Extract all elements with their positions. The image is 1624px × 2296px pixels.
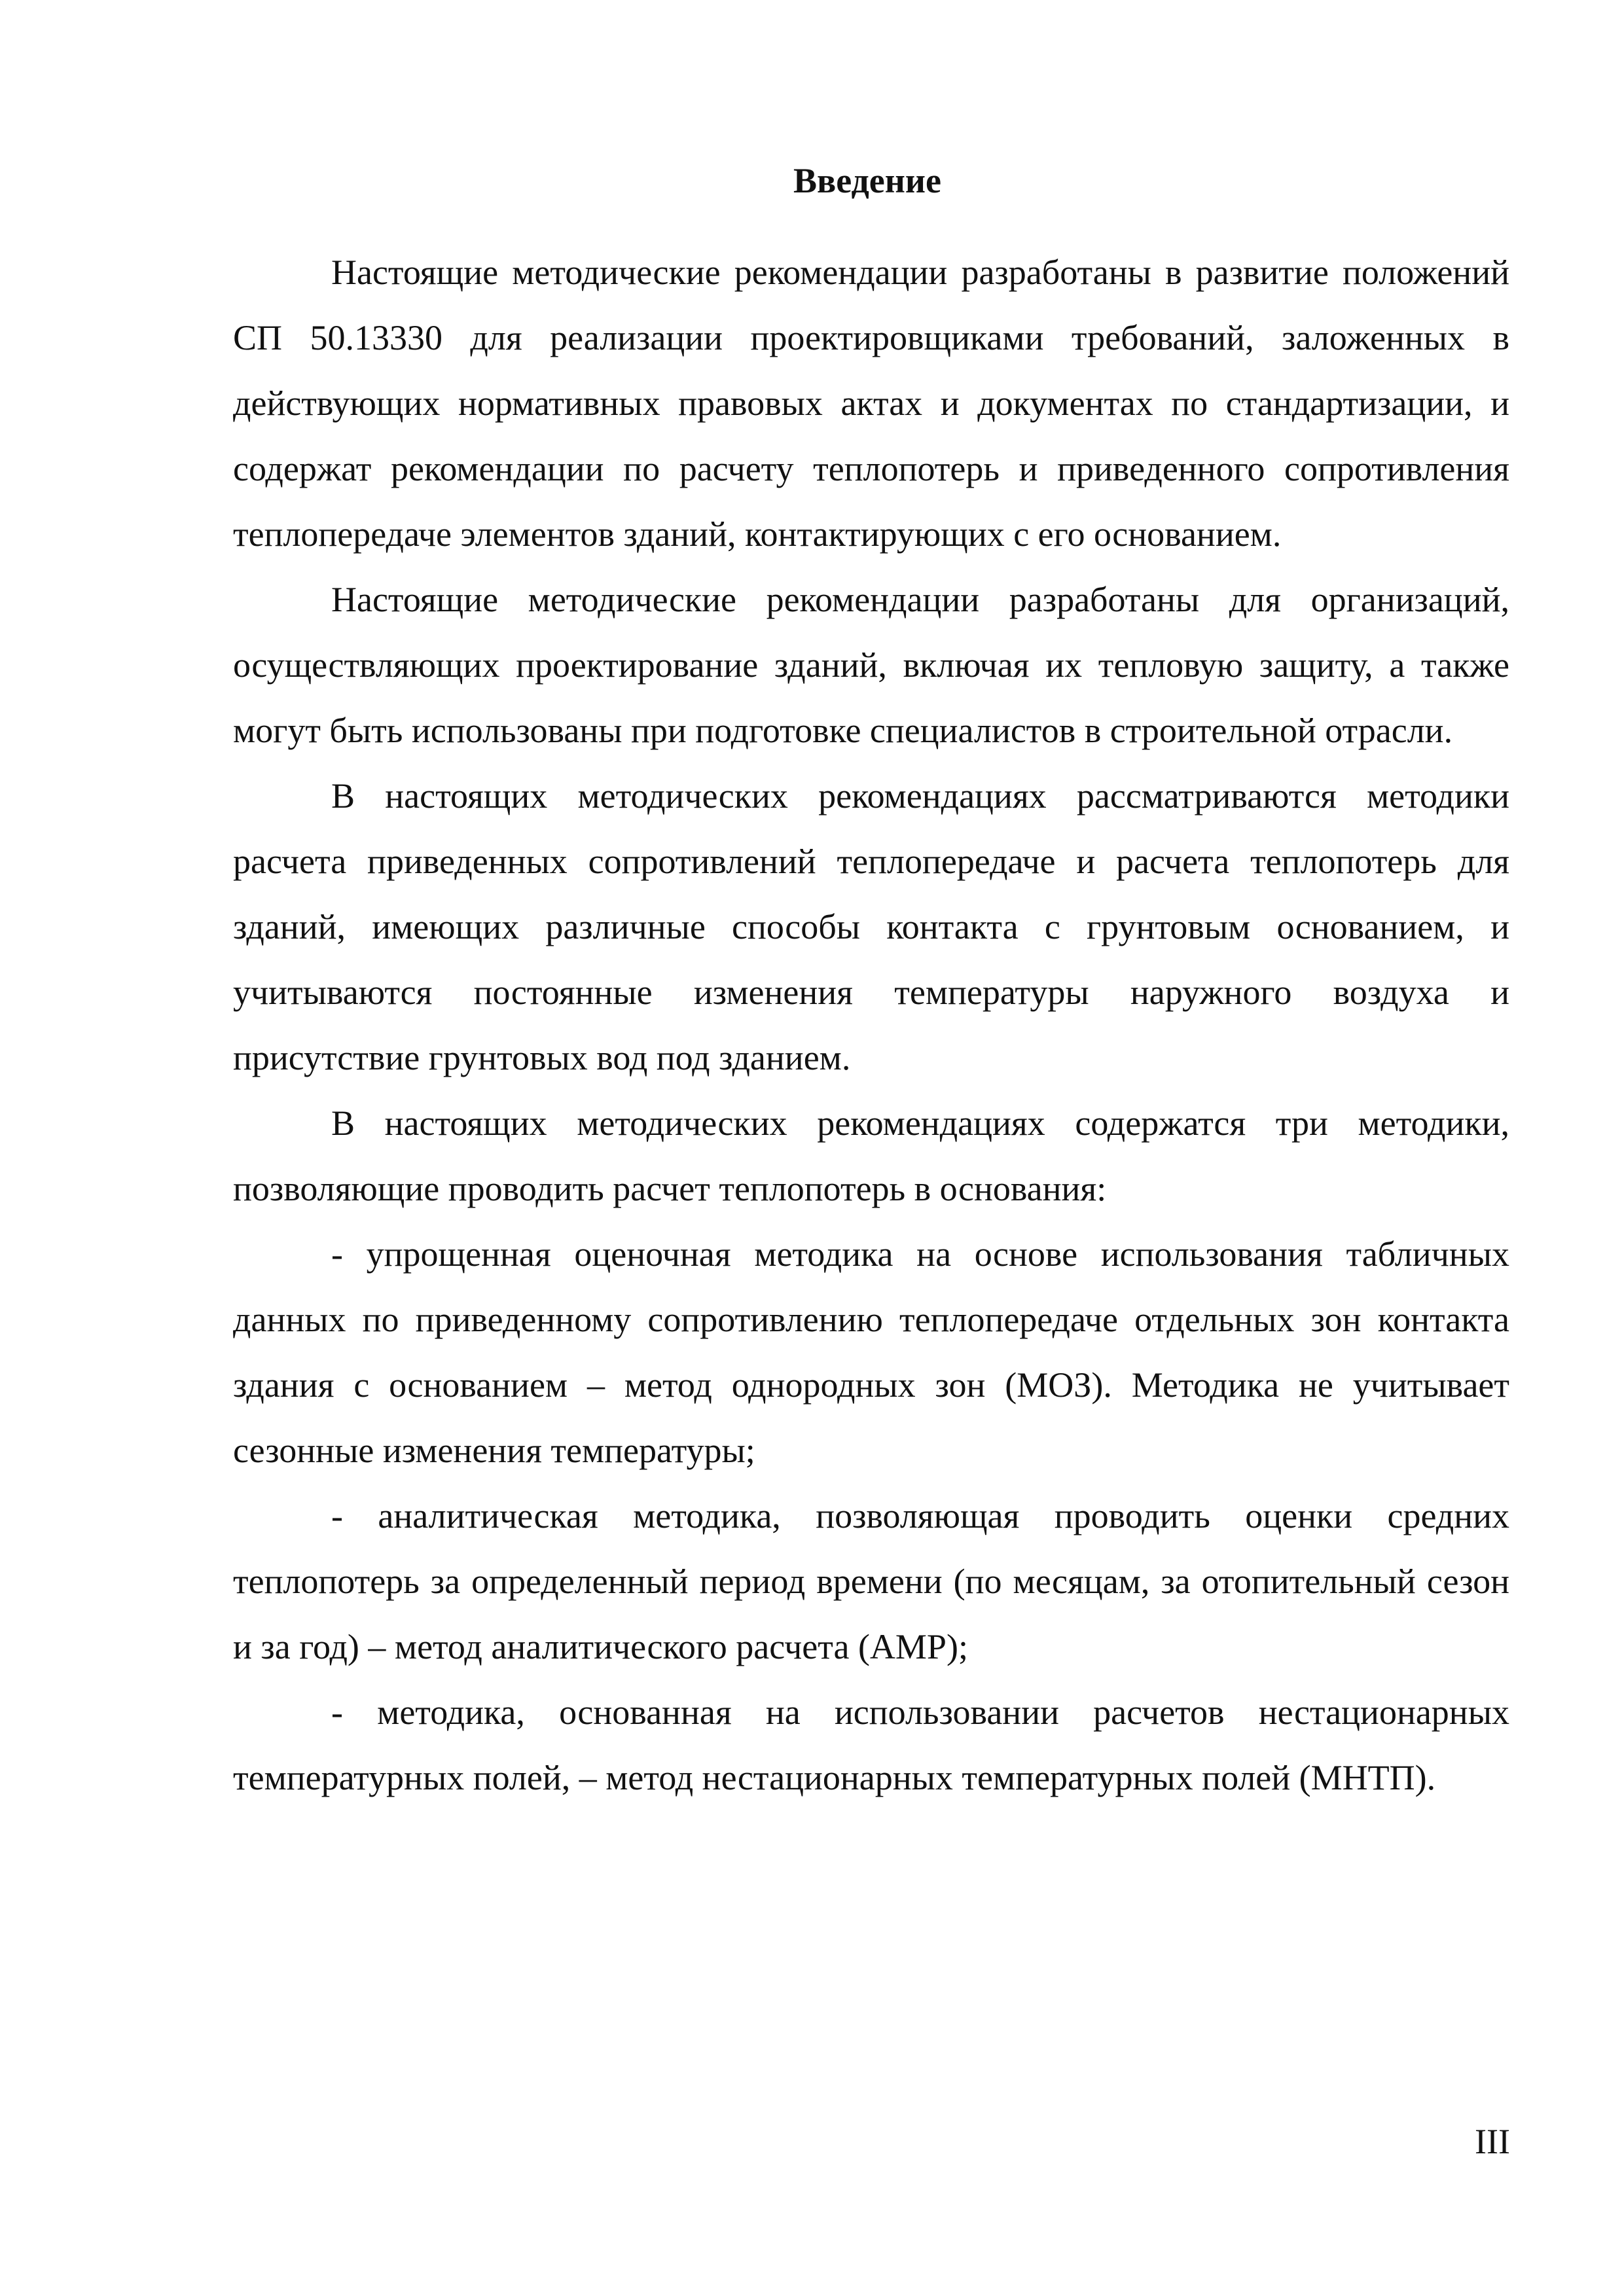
- body-text: [233, 240, 1509, 1810]
- list-item-amr: - аналитическая методика, позволяющая проводить оценки средних теплопотерь за определенный период времени (по месяцам, за отопительный сезон и за год) – метод аналитического расчета (АМР);: [233, 1496, 1509, 1666]
- paragraph-audience: Настоящие методические рекомендации разработаны для организаций, осуществляющих проектирование зданий, включая их тепловую защиту, а также могут быть использованы при подготовке специалистов в строительной отрасли.: [233, 580, 1509, 750]
- list-item-moz: - упрощенная оценочная методика на основе использования табличных данных по приведенному сопротивлению теплопередаче отдельных зон контакта здания с основанием – метод однородных зон (МОЗ). Методика не учитывает сезонные изменения температуры;: [233, 1234, 1509, 1470]
- list-item-mntp: - методика, основанная на использовании расчетов нестационарных температурных полей, – метод нестационарных температурных полей (МНТП).: [233, 1693, 1509, 1797]
- paragraph-purpose: Настоящие методические рекомендации разработаны в развитие положений СП 50.13330 для реализации проектировщиками требований, заложенных в действующих нормативных правовых актах и документах по стандартизации, и содержат рекомендации по расчету теплопотерь и приведенного сопротивления теплопередаче элементов зданий, контактирующих с его основанием.: [233, 253, 1509, 554]
- paragraph-methods-intro: В настоящих методических рекомендациях содержатся три методики, позволяющие проводить расчет теплопотерь в основания:: [233, 1103, 1509, 1208]
- paragraph-scope: В настоящих методических рекомендациях рассматриваются методики расчета приведенных сопротивлений теплопередаче и расчета теплопотерь для зданий, имеющих различные способы контакта с грунтовым основанием, и учитываются постоянные изменения температуры наружного воздуха и присутствие грунтовых вод под зданием.: [233, 776, 1509, 1077]
- page-number: III: [1475, 2122, 1510, 2161]
- page-title: Введение: [793, 161, 941, 200]
